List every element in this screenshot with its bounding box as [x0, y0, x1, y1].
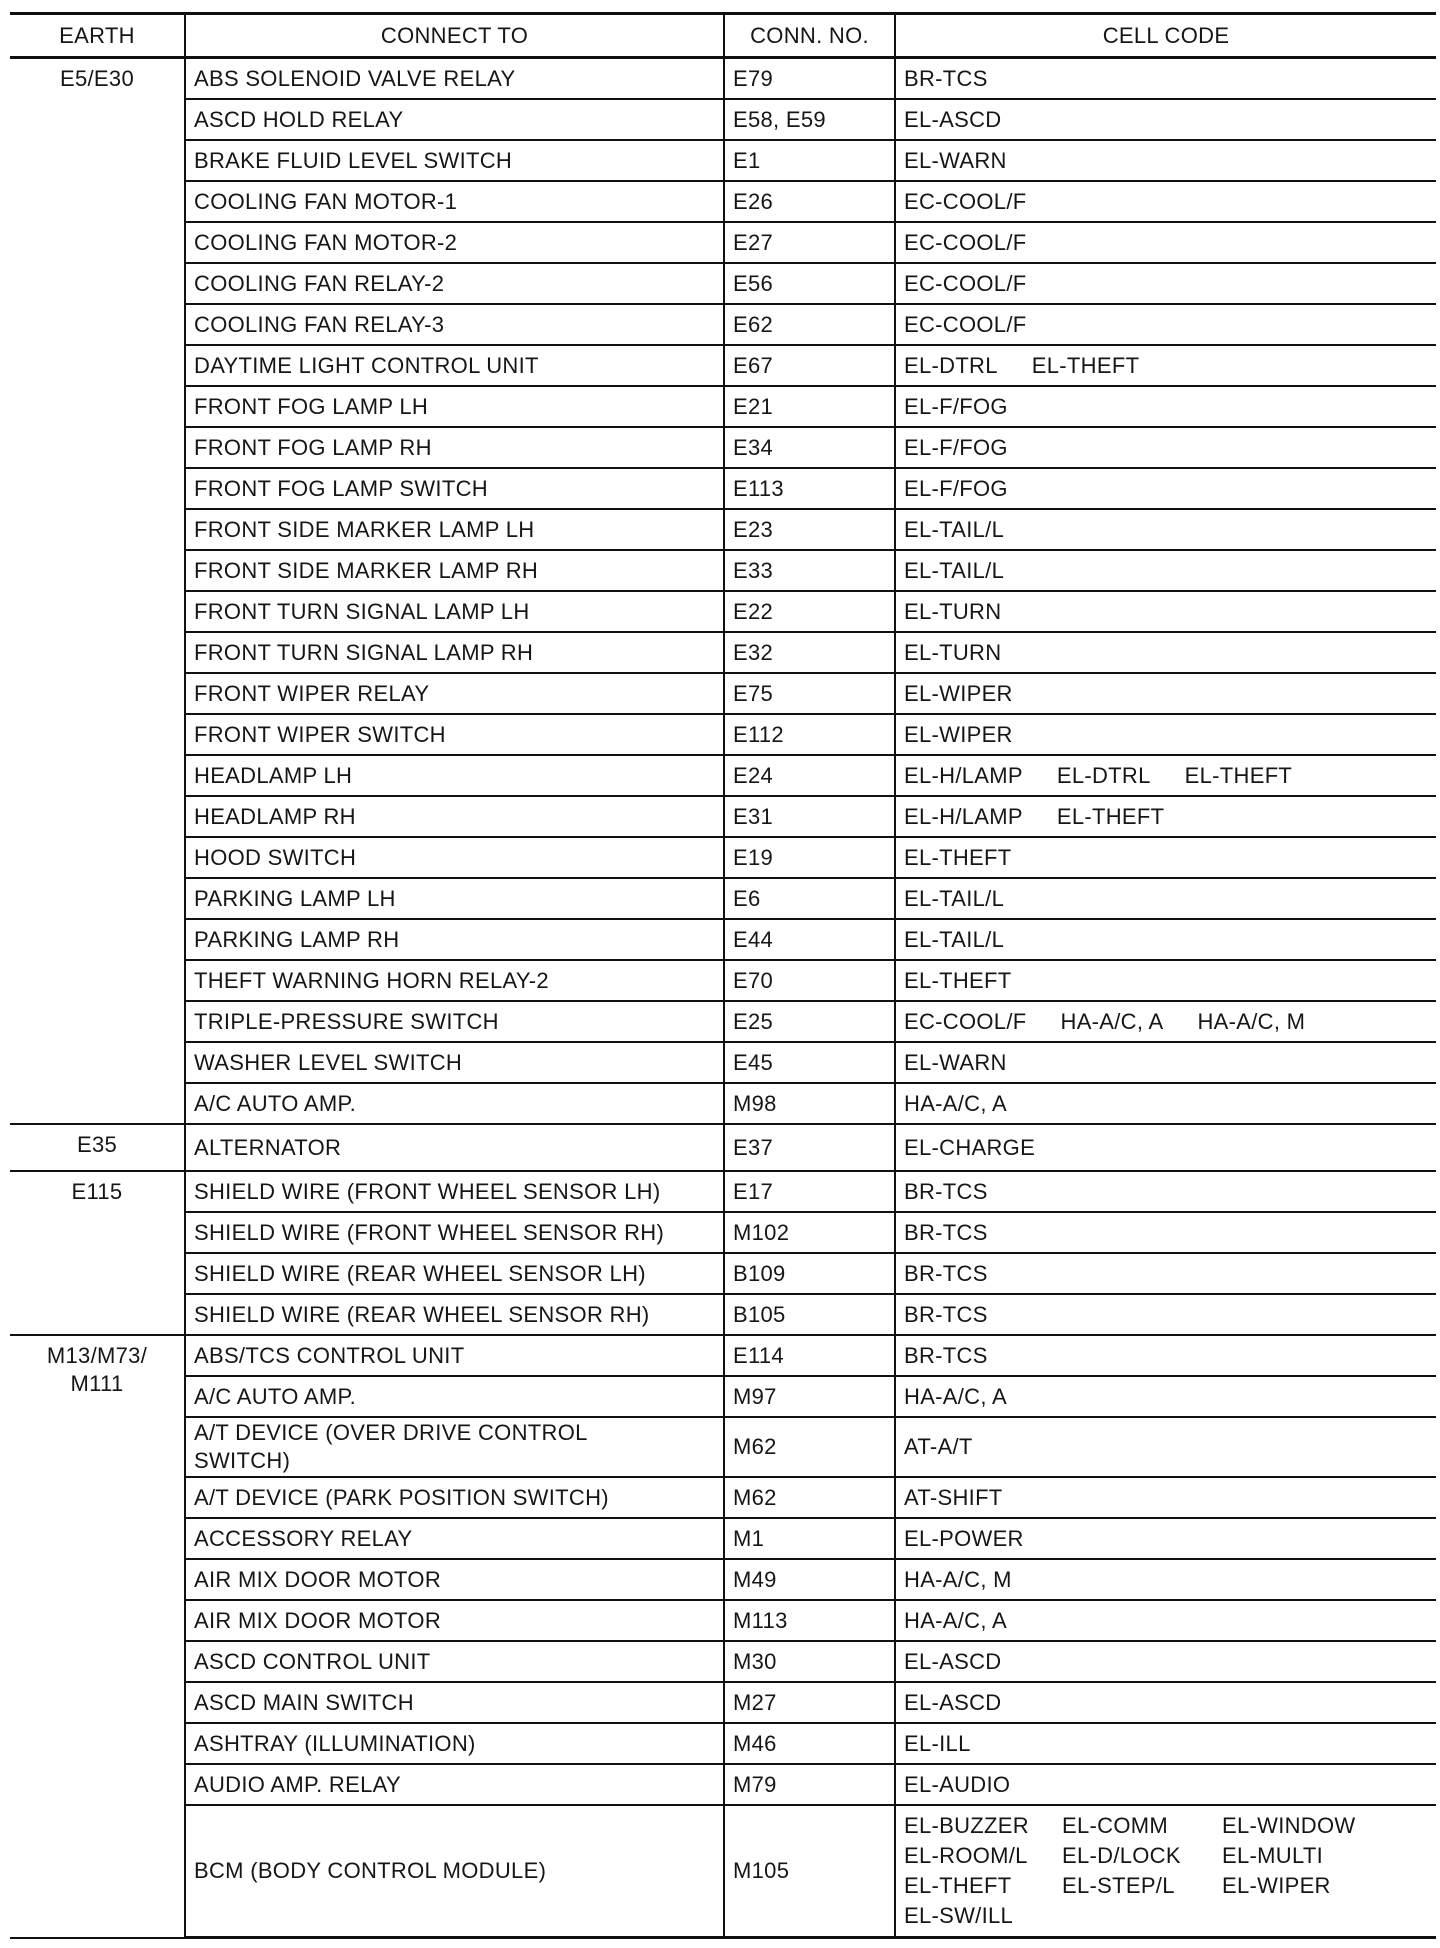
cell-code-list — [904, 434, 1436, 462]
cell-code-cell — [895, 304, 1436, 345]
cell-code-list — [904, 1134, 1436, 1162]
cell-code-cell — [895, 878, 1436, 919]
connect-to-cell: AIR MIX DOOR MOTOR — [185, 1559, 724, 1600]
table-row — [10, 1335, 1436, 1376]
cell-code: HA-A/C, A — [904, 1090, 1007, 1116]
table-row — [10, 427, 1436, 468]
table-row — [10, 919, 1436, 960]
connector-number-cell: E37 — [724, 1124, 895, 1171]
cell-code: BR-TCS — [904, 1301, 988, 1327]
connect-to-cell: FRONT SIDE MARKER LAMP RH — [185, 550, 724, 591]
table-row — [10, 1559, 1436, 1600]
table-row — [10, 181, 1436, 222]
table-row — [10, 58, 1436, 100]
connect-to-cell: BCM (BODY CONTROL MODULE) — [185, 1805, 724, 1938]
connect-to-cell: ABS/TCS CONTROL UNIT — [185, 1335, 724, 1376]
cell-code-cell — [895, 919, 1436, 960]
connect-to-cell: AUDIO AMP. RELAY — [185, 1764, 724, 1805]
cell-code-list — [904, 65, 1436, 93]
table-row — [10, 263, 1436, 304]
connector-number-cell: E21 — [724, 386, 895, 427]
table-row — [10, 1417, 1436, 1477]
cell-code: BR-TCS — [904, 65, 988, 91]
earth-connection-table — [10, 12, 1436, 1939]
cell-code-cell — [895, 1805, 1436, 1938]
cell-code: EC-COOL/F — [904, 188, 1027, 214]
cell-code: BR-TCS — [904, 1178, 988, 1204]
header-cell-code: CELL CODE — [895, 14, 1436, 58]
cell-code: EL-THEFT — [904, 844, 1012, 870]
cell-code-list — [904, 1049, 1436, 1077]
cell-code-cell — [895, 99, 1436, 140]
cell-code-list — [904, 1219, 1436, 1247]
connector-number-cell: E79 — [724, 58, 895, 100]
cell-code-cell — [895, 837, 1436, 878]
cell-code: BR-TCS — [904, 1342, 988, 1368]
cell-code: EL-THEFT — [1031, 352, 1140, 378]
connect-to-line: SWITCH) — [194, 1448, 291, 1473]
cell-code-list — [904, 1260, 1436, 1288]
connect-to-cell: A/T DEVICE (PARK POSITION SWITCH) — [185, 1477, 724, 1518]
cell-code-cell — [895, 1641, 1436, 1682]
cell-code: EL-WIPER — [1222, 1873, 1331, 1898]
connector-number-cell: M102 — [724, 1212, 895, 1253]
connector-number-cell: B109 — [724, 1253, 895, 1294]
connector-number-cell: E6 — [724, 878, 895, 919]
connector-number-cell: M49 — [724, 1559, 895, 1600]
cell-code: EL-MULTI — [1222, 1843, 1324, 1868]
cell-code-cell — [895, 1335, 1436, 1376]
cell-code-list — [904, 762, 1436, 790]
connect-to-cell: FRONT WIPER RELAY — [185, 673, 724, 714]
cell-code-list — [904, 1383, 1436, 1411]
cell-code-cell — [895, 386, 1436, 427]
cell-code-cell — [895, 1212, 1436, 1253]
connect-to-cell: WASHER LEVEL SWITCH — [185, 1042, 724, 1083]
header-connect-to: CONNECT TO — [185, 14, 724, 58]
connector-number-cell: M27 — [724, 1682, 895, 1723]
cell-code-list — [904, 598, 1436, 626]
cell-code: EL-TAIL/L — [904, 926, 1005, 952]
connect-to-cell: COOLING FAN MOTOR-1 — [185, 181, 724, 222]
cell-code: EL-THEFT — [1056, 803, 1165, 829]
table-row — [10, 345, 1436, 386]
header-row — [10, 14, 1436, 58]
connector-number-cell: B105 — [724, 1294, 895, 1335]
cell-code: EL-THEFT — [904, 1873, 1012, 1898]
cell-code: EL-ASCD — [904, 106, 1002, 132]
connect-to-cell: A/C AUTO AMP. — [185, 1376, 724, 1417]
cell-code: EL-WIPER — [904, 680, 1013, 706]
cell-code: EL-WARN — [904, 147, 1007, 173]
cell-code-list — [904, 557, 1436, 585]
cell-code-cell — [895, 1083, 1436, 1124]
table-row — [10, 673, 1436, 714]
connect-to-cell: BRAKE FLUID LEVEL SWITCH — [185, 140, 724, 181]
table-row — [10, 99, 1436, 140]
cell-code-list — [904, 803, 1436, 831]
cell-code-list — [904, 885, 1436, 913]
table-row — [10, 1001, 1436, 1042]
connect-to-cell: ASCD HOLD RELAY — [185, 99, 724, 140]
connect-to-cell: TRIPLE-PRESSURE SWITCH — [185, 1001, 724, 1042]
connector-number-cell: E112 — [724, 714, 895, 755]
cell-code: HA-A/C, A — [904, 1383, 1007, 1409]
cell-code: EL-POWER — [904, 1525, 1024, 1551]
table-header — [10, 14, 1436, 58]
cell-code: EL-ASCD — [904, 1648, 1002, 1674]
cell-code-list — [904, 1433, 1436, 1461]
connector-number-cell: E1 — [724, 140, 895, 181]
connector-number-cell: E62 — [724, 304, 895, 345]
cell-code: HA-A/C, A — [1060, 1008, 1164, 1034]
cell-code: EL-F/FOG — [904, 434, 1008, 460]
cell-code-list — [904, 1301, 1436, 1329]
cell-code: EL-ASCD — [904, 1689, 1002, 1715]
cell-code: EL-STEP/L — [1062, 1873, 1175, 1898]
table-row — [10, 1212, 1436, 1253]
table-row — [10, 1600, 1436, 1641]
table-row — [10, 1294, 1436, 1335]
earth-point-cell — [10, 1335, 185, 1938]
table-body — [10, 58, 1436, 1938]
connect-to-cell: ASCD CONTROL UNIT — [185, 1641, 724, 1682]
connect-to-cell: ACCESSORY RELAY — [185, 1518, 724, 1559]
cell-code-cell — [895, 1477, 1436, 1518]
connector-number-cell: E17 — [724, 1171, 895, 1212]
cell-code: HA-A/C, M — [904, 1566, 1012, 1592]
connector-number-cell: E27 — [724, 222, 895, 263]
table-row — [10, 1682, 1436, 1723]
cell-code-cell — [895, 1764, 1436, 1805]
connect-to-cell: FRONT FOG LAMP RH — [185, 427, 724, 468]
cell-code: EL-AUDIO — [904, 1771, 1011, 1797]
cell-code: EL-WINDOW — [1222, 1813, 1356, 1838]
cell-code-cell — [895, 468, 1436, 509]
connect-to-cell: FRONT WIPER SWITCH — [185, 714, 724, 755]
cell-code: EL-SW/ILL — [904, 1903, 1014, 1928]
cell-code: EL-THEFT — [904, 967, 1012, 993]
cell-code: EL-THEFT — [1184, 762, 1293, 788]
cell-code-cell — [895, 345, 1436, 386]
cell-code-cell — [895, 1171, 1436, 1212]
cell-code-cell — [895, 1001, 1436, 1042]
connector-number-cell: E58, E59 — [724, 99, 895, 140]
connect-to-cell: ASCD MAIN SWITCH — [185, 1682, 724, 1723]
connect-to-cell: HOOD SWITCH — [185, 837, 724, 878]
earth-point-line: M13/M73/ — [46, 1343, 148, 1368]
connector-number-cell: E25 — [724, 1001, 895, 1042]
cell-code-cell — [895, 1042, 1436, 1083]
table-row — [10, 714, 1436, 755]
cell-code-list — [904, 475, 1436, 503]
connector-number-cell: E75 — [724, 673, 895, 714]
connect-to-cell: PARKING LAMP RH — [185, 919, 724, 960]
cell-code: HA-A/C, M — [1197, 1008, 1306, 1034]
cell-code-cell — [895, 1723, 1436, 1764]
connector-number-cell: E32 — [724, 632, 895, 673]
table-row — [10, 1253, 1436, 1294]
table-row — [10, 386, 1436, 427]
cell-code: EL-BUZZER — [904, 1813, 1029, 1838]
connect-to-cell — [185, 1417, 724, 1477]
cell-code-cell — [895, 755, 1436, 796]
cell-code-cell — [895, 550, 1436, 591]
table-row — [10, 509, 1436, 550]
connect-to-cell: FRONT TURN SIGNAL LAMP LH — [185, 591, 724, 632]
table-row — [10, 550, 1436, 591]
cell-code-cell — [895, 263, 1436, 304]
connect-to-cell: SHIELD WIRE (REAR WHEEL SENSOR RH) — [185, 1294, 724, 1335]
connect-to-cell: DAYTIME LIGHT CONTROL UNIT — [185, 345, 724, 386]
connect-to-cell: FRONT TURN SIGNAL LAMP RH — [185, 632, 724, 673]
connect-to-cell: HEADLAMP LH — [185, 755, 724, 796]
cell-code: EL-H/LAMP — [904, 803, 1023, 829]
cell-code-list — [904, 967, 1436, 995]
cell-code: EL-TAIL/L — [904, 516, 1005, 542]
header-conn-no: CONN. NO. — [724, 14, 895, 58]
cell-code: EL-WIPER — [904, 721, 1013, 747]
connect-to-cell: A/C AUTO AMP. — [185, 1083, 724, 1124]
cell-code-cell — [895, 140, 1436, 181]
connect-to-cell: PARKING LAMP LH — [185, 878, 724, 919]
connector-number-cell: E34 — [724, 427, 895, 468]
connect-to-cell: AIR MIX DOOR MOTOR — [185, 1600, 724, 1641]
cell-code-list — [904, 311, 1436, 339]
cell-code-list — [904, 188, 1436, 216]
cell-code: EL-COMM — [1062, 1813, 1168, 1838]
cell-code: EL-F/FOG — [904, 393, 1008, 419]
cell-code: EL-TURN — [904, 639, 1002, 665]
connect-to-cell: SHIELD WIRE (FRONT WHEEL SENSOR RH) — [185, 1212, 724, 1253]
connect-to-cell: ASHTRAY (ILLUMINATION) — [185, 1723, 724, 1764]
cell-code-cell — [895, 714, 1436, 755]
cell-code: HA-A/C, A — [904, 1607, 1007, 1633]
cell-code-cell — [895, 960, 1436, 1001]
connector-number-cell: M62 — [724, 1417, 895, 1477]
cell-code-list — [904, 516, 1436, 544]
cell-code: EL-H/LAMP — [904, 762, 1023, 788]
cell-code-cell — [895, 796, 1436, 837]
table-row — [10, 632, 1436, 673]
table-row — [10, 1083, 1436, 1124]
cell-code-list — [904, 1178, 1436, 1206]
connector-number-cell: E31 — [724, 796, 895, 837]
cell-code-cell — [895, 509, 1436, 550]
connector-number-cell: E45 — [724, 1042, 895, 1083]
table-row — [10, 1124, 1436, 1171]
cell-code-list — [904, 147, 1436, 175]
cell-code: EC-COOL/F — [904, 229, 1027, 255]
cell-code: EL-D/LOCK — [1062, 1843, 1181, 1868]
cell-code-cell — [895, 632, 1436, 673]
table-row — [10, 755, 1436, 796]
cell-code-list — [904, 1648, 1436, 1676]
connector-number-cell: E67 — [724, 345, 895, 386]
table-row — [10, 304, 1436, 345]
connector-number-cell: E26 — [724, 181, 895, 222]
cell-code-cell — [895, 1376, 1436, 1417]
cell-code-cell — [895, 591, 1436, 632]
table-row — [10, 1518, 1436, 1559]
connector-number-cell: M98 — [724, 1083, 895, 1124]
connector-number-cell: E22 — [724, 591, 895, 632]
cell-code: EL-TAIL/L — [904, 885, 1005, 911]
document-page — [10, 12, 1436, 1939]
cell-code-cell — [895, 1559, 1436, 1600]
table-row — [10, 796, 1436, 837]
table-row — [10, 837, 1436, 878]
connect-to-cell: ALTERNATOR — [185, 1124, 724, 1171]
table-row — [10, 1376, 1436, 1417]
connect-to-line: A/T DEVICE (OVER DRIVE CONTROL — [194, 1420, 588, 1445]
connect-to-cell: SHIELD WIRE (FRONT WHEEL SENSOR LH) — [185, 1171, 724, 1212]
table-row — [10, 1764, 1436, 1805]
cell-code: EL-F/FOG — [904, 475, 1008, 501]
table-row — [10, 222, 1436, 263]
connector-number-cell: E24 — [724, 755, 895, 796]
table-row — [10, 1641, 1436, 1682]
cell-code: EC-COOL/F — [904, 270, 1027, 296]
cell-code-cell — [895, 1124, 1436, 1171]
cell-code: EL-TAIL/L — [904, 557, 1005, 583]
cell-code: EL-WARN — [904, 1049, 1007, 1075]
connector-number-cell: M1 — [724, 1518, 895, 1559]
earth-point-cell: E115 — [10, 1171, 185, 1335]
connector-number-cell: M97 — [724, 1376, 895, 1417]
connect-to-cell: HEADLAMP RH — [185, 796, 724, 837]
cell-code-list — [904, 844, 1436, 872]
cell-code: EC-COOL/F — [904, 311, 1027, 337]
cell-code: AT-SHIFT — [904, 1484, 1003, 1510]
cell-code: AT-A/T — [904, 1434, 973, 1459]
table-row — [10, 468, 1436, 509]
header-earth: EARTH — [10, 14, 185, 58]
connect-to-cell: FRONT FOG LAMP SWITCH — [185, 468, 724, 509]
connect-to-cell: COOLING FAN RELAY-2 — [185, 263, 724, 304]
earth-point-cell: E35 — [10, 1124, 185, 1171]
cell-code-list — [904, 1607, 1436, 1635]
connector-number-cell: E19 — [724, 837, 895, 878]
cell-code-list — [904, 1008, 1436, 1036]
connector-number-cell: M30 — [724, 1641, 895, 1682]
connector-number-cell: E44 — [724, 919, 895, 960]
connect-to-cell: FRONT SIDE MARKER LAMP LH — [185, 509, 724, 550]
connector-number-cell: M79 — [724, 1764, 895, 1805]
cell-code-cell — [895, 1294, 1436, 1335]
connector-number-cell: M62 — [724, 1477, 895, 1518]
cell-code-list — [904, 1812, 1436, 1930]
cell-code: EL-DTRL — [904, 352, 998, 378]
cell-code-list — [904, 352, 1436, 380]
table-row — [10, 878, 1436, 919]
cell-code: BR-TCS — [904, 1260, 988, 1286]
cell-code-list — [904, 1566, 1436, 1594]
cell-code-list — [904, 1342, 1436, 1370]
earth-point-line: M111 — [70, 1371, 124, 1396]
connect-to-cell: ABS SOLENOID VALVE RELAY — [185, 58, 724, 100]
connector-number-cell: M105 — [724, 1805, 895, 1938]
connector-number-cell: E113 — [724, 468, 895, 509]
cell-code-list — [904, 1525, 1436, 1553]
cell-code: EL-ILL — [904, 1730, 971, 1756]
cell-code-cell — [895, 58, 1436, 100]
connector-number-cell: M113 — [724, 1600, 895, 1641]
cell-code-list — [904, 393, 1436, 421]
cell-code-cell — [895, 181, 1436, 222]
table-row — [10, 1805, 1436, 1938]
table-row — [10, 1477, 1436, 1518]
cell-code-list — [904, 106, 1436, 134]
cell-code-list — [904, 1090, 1436, 1118]
cell-code-list — [904, 1730, 1436, 1758]
cell-code-cell — [895, 1417, 1436, 1477]
cell-code-list — [904, 1484, 1436, 1512]
cell-code-cell — [895, 1253, 1436, 1294]
cell-code: EL-ROOM/L — [904, 1843, 1028, 1868]
connect-to-cell: COOLING FAN RELAY-3 — [185, 304, 724, 345]
cell-code: EL-DTRL — [1056, 762, 1151, 788]
cell-code: EC-COOL/F — [904, 1008, 1027, 1034]
table-row — [10, 1723, 1436, 1764]
cell-code-cell — [895, 673, 1436, 714]
cell-code-list — [904, 270, 1436, 298]
connector-number-cell: E33 — [724, 550, 895, 591]
connect-to-cell: SHIELD WIRE (REAR WHEEL SENSOR LH) — [185, 1253, 724, 1294]
cell-code-list — [904, 721, 1436, 749]
connect-to-cell: COOLING FAN MOTOR-2 — [185, 222, 724, 263]
cell-code-cell — [895, 427, 1436, 468]
cell-code-list — [904, 1771, 1436, 1799]
table-row — [10, 960, 1436, 1001]
connector-number-cell: M46 — [724, 1723, 895, 1764]
earth-point-cell: E5/E30 — [10, 58, 185, 1125]
table-row — [10, 140, 1436, 181]
table-row — [10, 1042, 1436, 1083]
cell-code: EL-TURN — [904, 598, 1002, 624]
cell-code-list — [904, 926, 1436, 954]
connect-to-cell: FRONT FOG LAMP LH — [185, 386, 724, 427]
cell-code: EL-CHARGE — [904, 1134, 1036, 1160]
connector-number-cell: E114 — [724, 1335, 895, 1376]
cell-code-cell — [895, 1682, 1436, 1723]
cell-code-cell — [895, 1600, 1436, 1641]
connector-number-cell: E56 — [724, 263, 895, 304]
cell-code-list — [904, 639, 1436, 667]
table-row — [10, 1171, 1436, 1212]
table-row — [10, 591, 1436, 632]
connector-number-cell: E70 — [724, 960, 895, 1001]
cell-code: BR-TCS — [904, 1219, 988, 1245]
connector-number-cell: E23 — [724, 509, 895, 550]
cell-code-cell — [895, 1518, 1436, 1559]
cell-code-list — [904, 680, 1436, 708]
cell-code-list — [904, 229, 1436, 257]
connect-to-cell: THEFT WARNING HORN RELAY-2 — [185, 960, 724, 1001]
cell-code-list — [904, 1689, 1436, 1717]
cell-code-cell — [895, 222, 1436, 263]
